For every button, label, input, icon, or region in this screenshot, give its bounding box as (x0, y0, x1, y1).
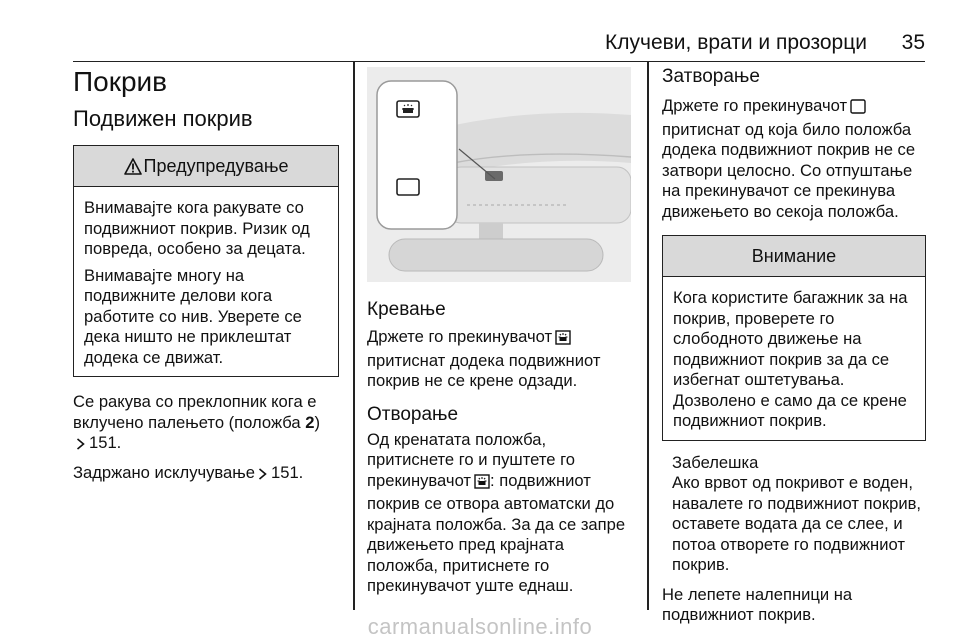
open-switch-icon (474, 474, 490, 495)
power-off-paragraph (73, 463, 339, 486)
tilt-switch-icon (555, 330, 571, 351)
power-off-text: Задржано исклучување (73, 462, 255, 482)
middle-column (367, 62, 633, 597)
note-title: Забелешка (672, 452, 759, 472)
sunroof-switch-photo (367, 67, 631, 282)
close-switch-icon (850, 99, 866, 120)
warning-triangle-icon (124, 149, 142, 189)
right-column (662, 62, 926, 626)
close-heading: Затворање (662, 66, 760, 87)
subsection-title: Подвижен покрив (73, 106, 253, 131)
attention-box-header: Внимание (663, 236, 925, 277)
section-title: Покрив (73, 66, 168, 97)
sticker-paragraph: Не лепете налепници на подвижниот покрив. (662, 584, 853, 624)
attention-text: Кога користите багажник за на покрив, проверете го слободното движење на подвижниот покрив за да се избегнат оштетувања. Дозволено е само да се крене подвижниот покрив. (673, 288, 908, 430)
column-divider-right (647, 62, 649, 610)
warning-paragraph-2: Внимавајте многу на подвижните делови кога работите со нив. Уверете се дека ништо не приклештат додека се движат. (84, 265, 302, 367)
tilt-text-b: притиснат додека подвижниот покрив не се крене одзади. (367, 350, 601, 390)
ignition-paragraph (73, 392, 339, 456)
warning-box-header (74, 146, 338, 187)
left-column (73, 62, 339, 485)
open-heading: Отворање (367, 403, 459, 425)
open-paragraph (367, 430, 633, 597)
note-block (662, 453, 926, 576)
power-off-page-ref: 151. (271, 462, 304, 482)
tilt-heading: Кревање (367, 299, 446, 320)
ignition-text-end: ) (314, 412, 320, 432)
open-text-a: Од кренатата положба, притиснете го и пуштете го прекинувачот (367, 429, 576, 490)
page-ref-icon (258, 465, 267, 486)
attention-box (662, 235, 926, 441)
page-header (73, 27, 925, 62)
watermark: carmanualsonline.info (367, 614, 593, 639)
open-text-b: : подвижниот покрив се отвора автоматски до крајната положба. За да се запре движењето пред крајната положба, притиснете го прекинувачот уште еднаш. (367, 470, 626, 595)
close-paragraph (662, 96, 926, 222)
warning-box (73, 145, 339, 377)
page-ref-icon (76, 435, 85, 456)
column-divider-left (353, 62, 355, 610)
warning-paragraph-1: Внимавајте кога ракувате со подвижниот покрив. Ризик од повреда, особено за децата. (84, 198, 310, 258)
attention-body (663, 277, 925, 440)
ignition-page-ref: 151. (89, 433, 122, 452)
ignition-text: Се ракува со преклопник кога е вклучено палењето (положба (73, 392, 317, 432)
note-text: Ако врвот од покривот е воден, навалете го подвижниот покрив, оставете водата да се слее, и потоа отворете го подвижниот покрив. (672, 473, 922, 574)
tilt-paragraph (367, 327, 633, 392)
warning-body (74, 187, 338, 376)
close-text-b: притиснат од која било положба додека подвижниот покрив не се затвори целосно. Со отпуштање на прекинувачот се прекинува движењето во секоја положба. (662, 119, 916, 221)
running-title: Клучеви, врати и прозорци (605, 31, 867, 54)
close-text-a: Држете го прекинувачот (662, 96, 848, 115)
warning-title: Предупредување (143, 156, 289, 176)
ignition-position: 2 (305, 412, 315, 432)
tilt-text-a: Држете го прекинувачот (367, 327, 553, 346)
page-number: 35 (901, 31, 925, 54)
